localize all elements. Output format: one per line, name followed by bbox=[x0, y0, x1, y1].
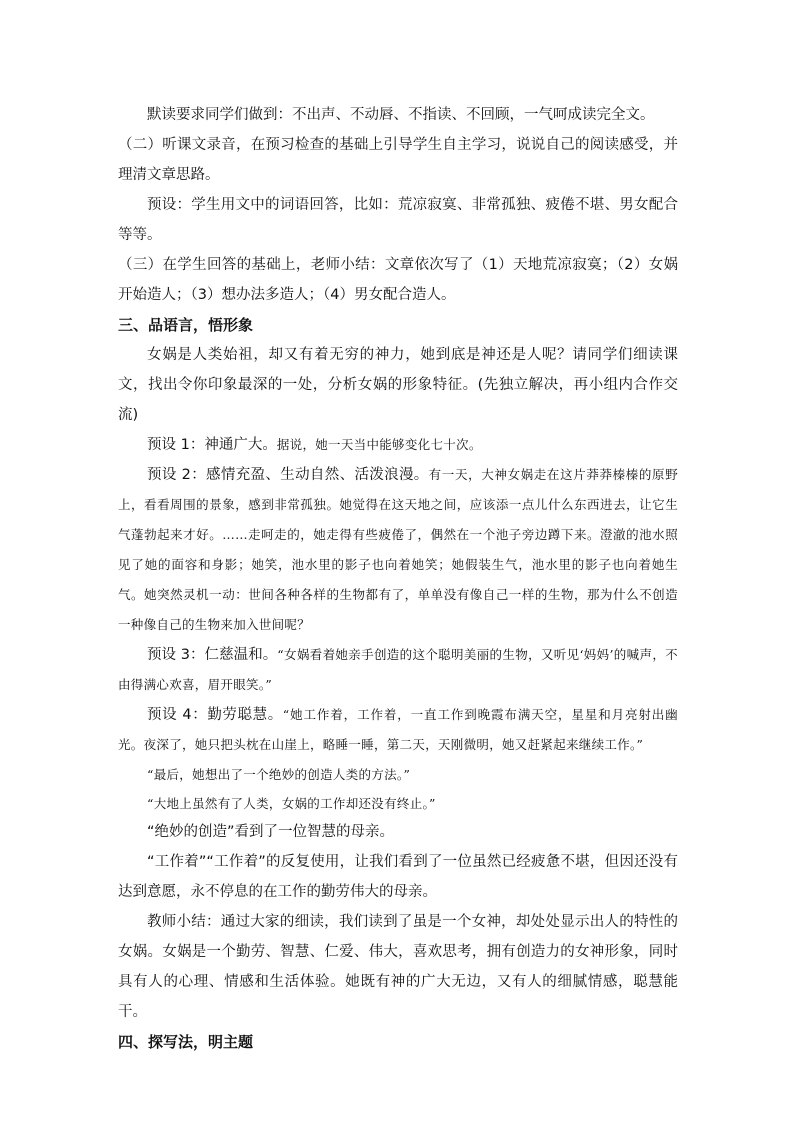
preset-label: 预设 1：神通广大。 bbox=[147, 437, 277, 453]
quote-line: “最后，她想出了一个绝妙的创造人类的方法。” bbox=[147, 767, 411, 782]
paragraph: 教师小结：通过大家的细读，我们读到了虽是一个女神，却处处显示出人的特性的女娲。女娲是一个勤劳、智慧、仁爱、伟大，喜欢思考，拥有创造力的女神形象，同时具有人的心理、情感和生活体验。她既有神的广大无边，又有人的细腻情感，聪慧能干。 bbox=[118, 914, 678, 1020]
preset-quote: 据说，她一天当中能够变化七十次。 bbox=[276, 437, 482, 452]
document-body bbox=[118, 100, 678, 1057]
preset-2 bbox=[118, 460, 678, 640]
paragraph: 预设：学生用文中的词语回答，比如：荒凉寂寞、非常孤独、疲倦不堪、男女配合等等。 bbox=[118, 197, 678, 243]
preset-label: 预设 2：感情充盈、生动自然、活泼浪漫。 bbox=[147, 467, 429, 483]
preset-3 bbox=[118, 640, 678, 700]
preset-quote: “女娲看着她亲手创造的这个聪明美丽的生物，又听见‘妈妈’的喊声，不由得满心欢喜，眉开眼笑。” bbox=[118, 647, 678, 692]
section-heading: 三、品语言，悟形象 bbox=[118, 316, 254, 334]
quote-line: “绝妙的创造”看到了一位智慧的母亲。 bbox=[147, 824, 395, 840]
quote-line: “大地上虽然有了人类，女娲的工作却还没有终止。” bbox=[147, 796, 436, 811]
paragraph: （二）听课文录音，在预习检查的基础上引导学生自主学习，说说自己的阅读感受，并理清文章思路。 bbox=[118, 137, 678, 183]
preset-label: 预设 4：勤劳聪慧。 bbox=[147, 707, 283, 723]
preset-quote: “她工作着，工作着，一直工作到晚霞布满天空，星星和月亮射出幽光。夜深了，她只把头枕在山崖上，略睡一睡，第二天，天刚微明，她又赶紧起来继续工作。” bbox=[118, 707, 678, 752]
paragraph: “工作着”“工作着”的反复使用，让我们看到了一位虽然已经疲惫不堪，但因还没有达到意愿，永不停息的在工作的勤劳伟大的母亲。 bbox=[118, 854, 678, 900]
preset-1 bbox=[118, 430, 678, 460]
preset-label: 预设 3：仁慈温和。 bbox=[147, 647, 278, 663]
paragraph: 女娲是人类始祖，却又有着无穷的神力，她到底是神还是人呢？请同学们细读课文，找出令你印象最深的一处，分析女娲的形象特征。(先独立解决，再小组内合作交流) bbox=[118, 347, 678, 423]
paragraph: 默读要求同学们做到：不出声、不动唇、不指读、不回顾，一气呵成读完全文。 bbox=[147, 107, 655, 123]
preset-quote: 有一天，大神女娲走在这片莽莽榛榛的原野上，看看周围的景象，感到非常孤独。她觉得在这天地之间，应该添一点儿什么东西进去，让它生气蓬勃起来才好。……走呵走的，她走得有些疲倦了，偶然在一个池子旁边蹲下来。澄澈的池水照见了她的面容和身影；她笑，池水里的影子也向着她笑；她假装生气，池水里的影子也向着她生气。她突然灵机一动：世间各种各样的生物都有了，单单没有像自己一样的生物，那为什么不创造一种像自己的生物来加入世间呢？ bbox=[118, 467, 678, 632]
paragraph: （三）在学生回答的基础上，老师小结：文章依次写了（1）天地荒凉寂寞；（2）女娲开始造人；（3）想办法多造人；（4）男女配合造人。 bbox=[118, 257, 678, 303]
preset-4 bbox=[118, 700, 678, 760]
section-heading: 四、探写法，明主题 bbox=[118, 1033, 254, 1051]
